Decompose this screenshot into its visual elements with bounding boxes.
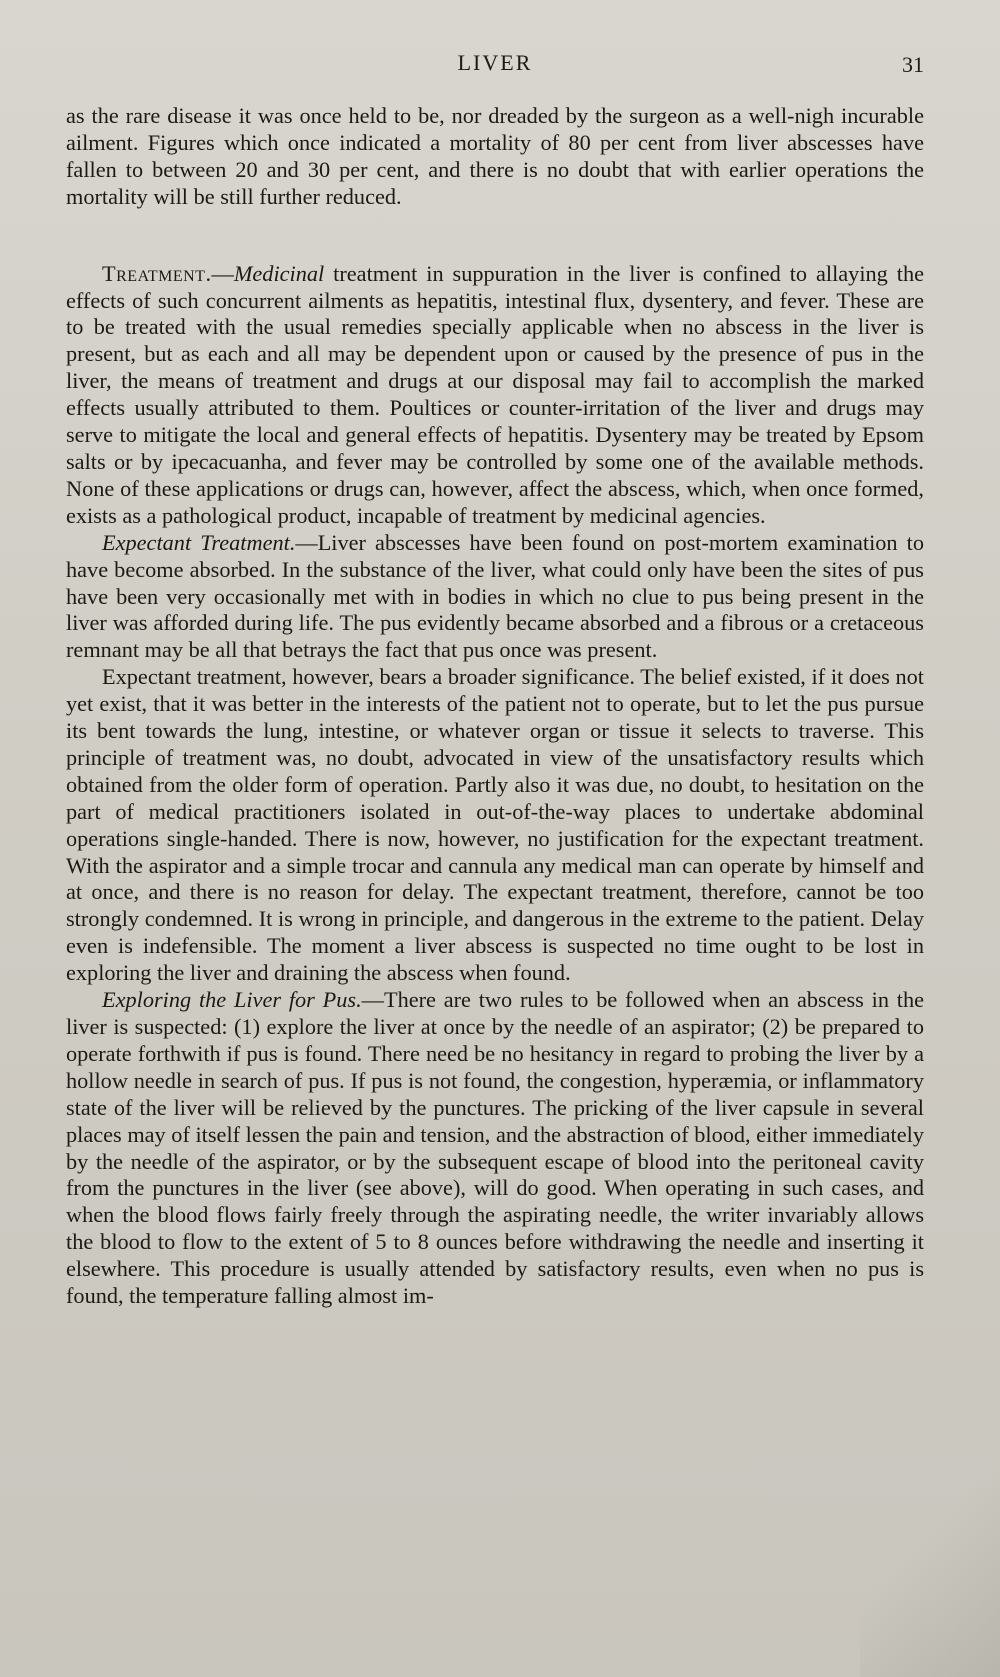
section-heading-treatment: Treatment.: [102, 260, 212, 286]
em-dash: —: [295, 529, 318, 555]
subheading-expectant-treatment: Expectant Treatment.: [102, 529, 296, 555]
page-number: 31: [902, 52, 924, 77]
paragraph-text: treatment in suppuration in the liver is confined to allaying the effects of such concurrent ailments as hepatitis, intestinal flux, dysentery, and fever. These are to be treated with the usual remedies specially applicable when no abscess in the liver is present, but as each and all may be dependent upon or caused by the presence of pus in the liver, the means of treatment and drugs at our disposal may fail to accomplish the marked effects usually attributed to them. Poultices or counter-irritation of the liver and drugs may serve to mitigate the local and general effects of hepatitis. Dysentery may be treated by Epsom salts or by ipecacuanha, and fever may be controlled by some one of the available methods. None of these applications or drugs can, however, affect the abscess, which, when once formed, exists as a pathological product, incapable of treatment by medicinal agencies.: [66, 260, 924, 528]
body-text: [66, 103, 924, 1310]
subheading-exploring-liver: Exploring the Liver for Pus.: [102, 987, 362, 1013]
paragraph-expectant-significance: [66, 664, 924, 987]
paragraph-text: Expectant treatment, however, bears a broader significance. The belief existed, if it does not yet exist, that it was better in the interests of the patient not to operate, but to let the pus pursue its bent towards the lung, intestine, or whatever organ or tissue it selects to traverse. This principle of treatment was, no doubt, advocated in view of the unsatisfactory results which obtained from the older form of operation. Partly also it was due, no doubt, to hesitation on the part of medical practitioners isolated in out-of-the-way places to undertake abdominal operations single-handed. There is now, however, no justification for the expectant treatment. With the aspirator and a simple trocar and cannula any medical man can operate by himself and at once, and there is no reason for delay. The expectant treatment, therefore, cannot be too strongly condemned. It is wrong in principle, and dangerous in the extreme to the patient. Delay even is indefensible. The moment a liver abscess is suspected no time ought to be lost in exploring the liver and draining the abscess when found.: [66, 664, 924, 986]
paragraph-text: Liver abscesses have been found on post-mortem examination to have become absorbed. In the substance of the liver, what could only have been the sites of pus have been very occasionally met with in bodies in which no clue to pus being present in the liver was afforded during life. The pus evidently became absorbed and a fibrous or a cretaceous remnant may be all that betrays the fact that pus once was present.: [66, 529, 924, 663]
paragraph-text: There are two rules to be followed when an abscess in the liver is suspected: (1) explore the liver at once by the needle of an aspirator; (2) be prepared to operate forthwith if pus is found. There need be no hesitancy in regard to probing the liver by a hollow needle in search of pus. If pus is not found, the congestion, hyperæmia, or inflammatory state of the liver will be relieved by the punctures. The pricking of the liver capsule in several places may of itself lessen the pain and tension, and the abstraction of blood, either immediately by the needle of the aspirator, or by the subsequent escape of blood into the peritoneal cavity from the punctures in the liver (see above), will do good. When operating in such cases, and when the blood flows fairly freely through the aspirating needle, the writer invariably allows the blood to flow to the extent of 5 to 8 ounces before withdrawing the needle and inserting it elsewhere. This procedure is usually attended by satisfactory results, even when no pus is found, the temperature falling almost im-: [66, 987, 924, 1309]
em-dash: —: [361, 987, 384, 1013]
subheading-medicinal: Medicinal: [233, 260, 325, 286]
em-dash: —: [211, 260, 234, 286]
paragraph-treatment: [66, 261, 924, 530]
running-title: LIVER: [457, 50, 533, 75]
paragraph-expectant-treatment: [66, 530, 924, 665]
paragraph-intro: [66, 103, 924, 211]
paragraph-exploring-liver: [66, 987, 924, 1310]
paragraph-text: as the rare disease it was once held to be, nor dreaded by the surgeon as a well-nigh incurable ailment. Figures which once indicated a mortality of 80 per cent from liver abscesses have fallen to between 20 and 30 per cent, and there is no doubt that with earlier operations the mortality will be still further reduced.: [66, 103, 924, 209]
page-header: [66, 50, 924, 84]
